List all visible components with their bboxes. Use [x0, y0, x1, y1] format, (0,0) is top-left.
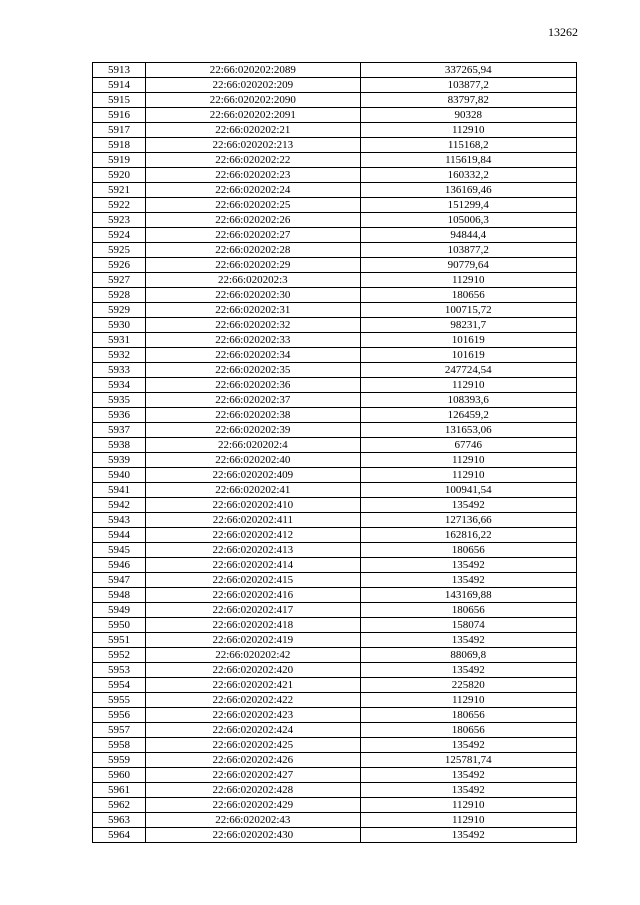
- value-cell: 112910: [360, 813, 576, 828]
- value-cell: 135492: [360, 573, 576, 588]
- row-number-cell: 5929: [93, 303, 146, 318]
- cadastral-number-cell: 22:66:020202:31: [146, 303, 360, 318]
- cadastral-number-cell: 22:66:020202:411: [146, 513, 360, 528]
- row-number-cell: 5918: [93, 138, 146, 153]
- row-number-cell: 5961: [93, 783, 146, 798]
- cadastral-number-cell: 22:66:020202:421: [146, 678, 360, 693]
- row-number-cell: 5938: [93, 438, 146, 453]
- cadastral-number-cell: 22:66:020202:41: [146, 483, 360, 498]
- cadastral-number-cell: 22:66:020202:30: [146, 288, 360, 303]
- table-row: [93, 573, 577, 588]
- value-cell: 135492: [360, 558, 576, 573]
- cadastral-number-cell: 22:66:020202:24: [146, 183, 360, 198]
- table-row: [93, 288, 577, 303]
- row-number-cell: 5926: [93, 258, 146, 273]
- cadastral-number-cell: 22:66:020202:428: [146, 783, 360, 798]
- value-cell: 135492: [360, 783, 576, 798]
- cadastral-number-cell: 22:66:020202:3: [146, 273, 360, 288]
- row-number-cell: 5916: [93, 108, 146, 123]
- cadastral-number-cell: 22:66:020202:27: [146, 228, 360, 243]
- table-row: [93, 348, 577, 363]
- cadastral-number-cell: 22:66:020202:422: [146, 693, 360, 708]
- value-cell: 127136,66: [360, 513, 576, 528]
- table-row: [93, 63, 577, 78]
- row-number-cell: 5923: [93, 213, 146, 228]
- table-row: [93, 198, 577, 213]
- row-number-cell: 5942: [93, 498, 146, 513]
- row-number-cell: 5941: [93, 483, 146, 498]
- value-cell: 101619: [360, 333, 576, 348]
- cadastral-number-cell: 22:66:020202:2090: [146, 93, 360, 108]
- row-number-cell: 5951: [93, 633, 146, 648]
- table-row: [93, 648, 577, 663]
- value-cell: 180656: [360, 708, 576, 723]
- row-number-cell: 5962: [93, 798, 146, 813]
- value-cell: 180656: [360, 603, 576, 618]
- table-row: [93, 243, 577, 258]
- value-cell: 100941,54: [360, 483, 576, 498]
- row-number-cell: 5914: [93, 78, 146, 93]
- row-number-cell: 5920: [93, 168, 146, 183]
- row-number-cell: 5960: [93, 768, 146, 783]
- value-cell: 105006,3: [360, 213, 576, 228]
- cadastral-number-cell: 22:66:020202:38: [146, 408, 360, 423]
- value-cell: 100715,72: [360, 303, 576, 318]
- row-number-cell: 5931: [93, 333, 146, 348]
- row-number-cell: 5922: [93, 198, 146, 213]
- table-row: [93, 498, 577, 513]
- row-number-cell: 5924: [93, 228, 146, 243]
- table-row: [93, 153, 577, 168]
- value-cell: 136169,46: [360, 183, 576, 198]
- row-number-cell: 5952: [93, 648, 146, 663]
- row-number-cell: 5934: [93, 378, 146, 393]
- cadastral-number-cell: 22:66:020202:423: [146, 708, 360, 723]
- cadastral-number-cell: 22:66:020202:25: [146, 198, 360, 213]
- table-row: [93, 588, 577, 603]
- cadastral-number-cell: 22:66:020202:23: [146, 168, 360, 183]
- value-cell: 112910: [360, 273, 576, 288]
- cadastral-number-cell: 22:66:020202:21: [146, 123, 360, 138]
- value-cell: 180656: [360, 543, 576, 558]
- cadastral-number-cell: 22:66:020202:419: [146, 633, 360, 648]
- row-number-cell: 5955: [93, 693, 146, 708]
- cadastral-number-cell: 22:66:020202:22: [146, 153, 360, 168]
- value-cell: 337265,94: [360, 63, 576, 78]
- value-cell: 135492: [360, 498, 576, 513]
- value-cell: 108393,6: [360, 393, 576, 408]
- table-row: [93, 318, 577, 333]
- table-body: [93, 63, 577, 843]
- cadastral-number-cell: 22:66:020202:36: [146, 378, 360, 393]
- cadastral-number-cell: 22:66:020202:26: [146, 213, 360, 228]
- table-row: [93, 273, 577, 288]
- table-row: [93, 693, 577, 708]
- cadastral-number-cell: 22:66:020202:430: [146, 828, 360, 843]
- cadastral-number-cell: 22:66:020202:35: [146, 363, 360, 378]
- cadastral-number-cell: 22:66:020202:43: [146, 813, 360, 828]
- cadastral-number-cell: 22:66:020202:37: [146, 393, 360, 408]
- cadastral-number-cell: 22:66:020202:42: [146, 648, 360, 663]
- cadastral-number-cell: 22:66:020202:424: [146, 723, 360, 738]
- table-row: [93, 513, 577, 528]
- cadastral-number-cell: 22:66:020202:415: [146, 573, 360, 588]
- cadastral-number-cell: 22:66:020202:416: [146, 588, 360, 603]
- value-cell: 131653,06: [360, 423, 576, 438]
- row-number-cell: 5936: [93, 408, 146, 423]
- cadastral-number-cell: 22:66:020202:418: [146, 618, 360, 633]
- cadastral-number-cell: 22:66:020202:426: [146, 753, 360, 768]
- row-number-cell: 5919: [93, 153, 146, 168]
- table-row: [93, 138, 577, 153]
- value-cell: 247724,54: [360, 363, 576, 378]
- table-row: [93, 303, 577, 318]
- table-row: [93, 543, 577, 558]
- table-row: [93, 228, 577, 243]
- table-row: [93, 438, 577, 453]
- row-number-cell: 5921: [93, 183, 146, 198]
- row-number-cell: 5945: [93, 543, 146, 558]
- table-row: [93, 738, 577, 753]
- value-cell: 112910: [360, 798, 576, 813]
- table-row: [93, 768, 577, 783]
- row-number-cell: 5935: [93, 393, 146, 408]
- value-cell: 115619,84: [360, 153, 576, 168]
- table-row: [93, 828, 577, 843]
- row-number-cell: 5927: [93, 273, 146, 288]
- table-row: [93, 468, 577, 483]
- table-row: [93, 633, 577, 648]
- value-cell: 112910: [360, 453, 576, 468]
- page-number: 13262: [548, 25, 578, 39]
- cadastral-number-cell: 22:66:020202:429: [146, 798, 360, 813]
- row-number-cell: 5959: [93, 753, 146, 768]
- cadastral-number-cell: 22:66:020202:410: [146, 498, 360, 513]
- cadastral-number-cell: 22:66:020202:417: [146, 603, 360, 618]
- row-number-cell: 5943: [93, 513, 146, 528]
- table-row: [93, 213, 577, 228]
- value-cell: 180656: [360, 723, 576, 738]
- value-cell: 101619: [360, 348, 576, 363]
- table-row: [93, 483, 577, 498]
- row-number-cell: 5958: [93, 738, 146, 753]
- table-row: [93, 618, 577, 633]
- table-row: [93, 783, 577, 798]
- table-row: [93, 528, 577, 543]
- value-cell: 151299,4: [360, 198, 576, 213]
- table-row: [93, 678, 577, 693]
- table-row: [93, 753, 577, 768]
- cadastral-number-cell: 22:66:020202:414: [146, 558, 360, 573]
- value-cell: 90328: [360, 108, 576, 123]
- row-number-cell: 5930: [93, 318, 146, 333]
- cadastral-number-cell: 22:66:020202:427: [146, 768, 360, 783]
- cadastral-number-cell: 22:66:020202:39: [146, 423, 360, 438]
- row-number-cell: 5953: [93, 663, 146, 678]
- row-number-cell: 5948: [93, 588, 146, 603]
- row-number-cell: 5925: [93, 243, 146, 258]
- row-number-cell: 5946: [93, 558, 146, 573]
- value-cell: 94844,4: [360, 228, 576, 243]
- row-number-cell: 5963: [93, 813, 146, 828]
- value-cell: 88069,8: [360, 648, 576, 663]
- value-cell: 125781,74: [360, 753, 576, 768]
- cadastral-number-cell: 22:66:020202:409: [146, 468, 360, 483]
- table-row: [93, 363, 577, 378]
- row-number-cell: 5913: [93, 63, 146, 78]
- cadastral-number-cell: 22:66:020202:2089: [146, 63, 360, 78]
- table-row: [93, 123, 577, 138]
- cadastral-number-cell: 22:66:020202:413: [146, 543, 360, 558]
- cadastral-number-cell: 22:66:020202:33: [146, 333, 360, 348]
- row-number-cell: 5928: [93, 288, 146, 303]
- table-row: [93, 333, 577, 348]
- value-cell: 112910: [360, 468, 576, 483]
- table-row: [93, 183, 577, 198]
- value-cell: 135492: [360, 633, 576, 648]
- cadastral-value-table: [92, 62, 577, 843]
- value-cell: 90779,64: [360, 258, 576, 273]
- value-cell: 225820: [360, 678, 576, 693]
- value-cell: 103877,2: [360, 78, 576, 93]
- table-row: [93, 558, 577, 573]
- cadastral-number-cell: 22:66:020202:412: [146, 528, 360, 543]
- row-number-cell: 5932: [93, 348, 146, 363]
- row-number-cell: 5949: [93, 603, 146, 618]
- cadastral-number-cell: 22:66:020202:29: [146, 258, 360, 273]
- row-number-cell: 5957: [93, 723, 146, 738]
- value-cell: 83797,82: [360, 93, 576, 108]
- row-number-cell: 5937: [93, 423, 146, 438]
- value-cell: 135492: [360, 768, 576, 783]
- table-row: [93, 258, 577, 273]
- row-number-cell: 5940: [93, 468, 146, 483]
- value-cell: 158074: [360, 618, 576, 633]
- table-row: [93, 78, 577, 93]
- table-row: [93, 813, 577, 828]
- table-row: [93, 708, 577, 723]
- table-row: [93, 378, 577, 393]
- value-cell: 112910: [360, 378, 576, 393]
- row-number-cell: 5939: [93, 453, 146, 468]
- value-cell: 135492: [360, 738, 576, 753]
- table-row: [93, 168, 577, 183]
- table-row: [93, 393, 577, 408]
- value-cell: 180656: [360, 288, 576, 303]
- value-cell: 160332,2: [360, 168, 576, 183]
- cadastral-number-cell: 22:66:020202:425: [146, 738, 360, 753]
- row-number-cell: 5944: [93, 528, 146, 543]
- cadastral-number-cell: 22:66:020202:28: [146, 243, 360, 258]
- row-number-cell: 5964: [93, 828, 146, 843]
- value-cell: 162816,22: [360, 528, 576, 543]
- row-number-cell: 5956: [93, 708, 146, 723]
- row-number-cell: 5947: [93, 573, 146, 588]
- cadastral-number-cell: 22:66:020202:209: [146, 78, 360, 93]
- cadastral-number-cell: 22:66:020202:32: [146, 318, 360, 333]
- table-row: [93, 93, 577, 108]
- value-cell: 143169,88: [360, 588, 576, 603]
- table-row: [93, 453, 577, 468]
- value-cell: 126459,2: [360, 408, 576, 423]
- value-cell: 135492: [360, 663, 576, 678]
- cadastral-number-cell: 22:66:020202:2091: [146, 108, 360, 123]
- cadastral-number-cell: 22:66:020202:4: [146, 438, 360, 453]
- value-cell: 112910: [360, 693, 576, 708]
- table-row: [93, 798, 577, 813]
- row-number-cell: 5915: [93, 93, 146, 108]
- cadastral-number-cell: 22:66:020202:213: [146, 138, 360, 153]
- table-row: [93, 423, 577, 438]
- table-row: [93, 663, 577, 678]
- value-cell: 135492: [360, 828, 576, 843]
- value-cell: 115168,2: [360, 138, 576, 153]
- cadastral-number-cell: 22:66:020202:420: [146, 663, 360, 678]
- table-row: [93, 408, 577, 423]
- value-cell: 67746: [360, 438, 576, 453]
- value-cell: 103877,2: [360, 243, 576, 258]
- cadastral-number-cell: 22:66:020202:34: [146, 348, 360, 363]
- cadastral-number-cell: 22:66:020202:40: [146, 453, 360, 468]
- row-number-cell: 5950: [93, 618, 146, 633]
- value-cell: 98231,7: [360, 318, 576, 333]
- row-number-cell: 5954: [93, 678, 146, 693]
- table-row: [93, 603, 577, 618]
- value-cell: 112910: [360, 123, 576, 138]
- table-row: [93, 108, 577, 123]
- row-number-cell: 5917: [93, 123, 146, 138]
- row-number-cell: 5933: [93, 363, 146, 378]
- table-row: [93, 723, 577, 738]
